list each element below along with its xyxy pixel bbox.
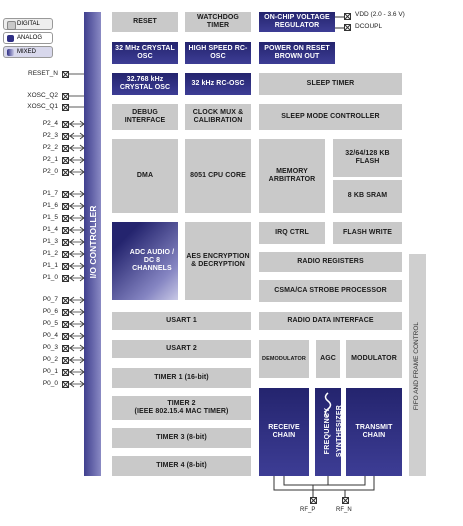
sram-block: 8 KB SRAM [333, 180, 402, 213]
pin-wire [69, 239, 84, 245]
pin-wire [69, 309, 84, 315]
pin-wire [69, 251, 84, 257]
pin-label-p0_4: P0_4 [42, 332, 58, 339]
memory-arbitrator-block: MEMORY ARBITRATOR [259, 139, 325, 213]
cpu-core-block: 8051 CPU CORE [185, 139, 251, 213]
pin-wire [69, 345, 84, 351]
pin-wire [69, 215, 84, 221]
pin-label-xosc_q1: XOSC_Q1 [27, 103, 58, 110]
pin-wire [69, 275, 84, 281]
pin-wire [69, 227, 84, 233]
timer1-block: TIMER 1 (16-bit) [112, 368, 251, 388]
timer4-block: TIMER 4 (8-bit) [112, 456, 251, 476]
pin-label-p1_2: P1_2 [42, 250, 58, 257]
rf-n-pin-label: RF_N [336, 507, 352, 513]
vdd-pin-label: VDD (2.0 - 3.6 V) [355, 11, 405, 18]
fifo-frame-control-label: FIFO AND FRAME CONTROL [413, 321, 420, 411]
pin-wire [69, 369, 84, 375]
pin-label-p0_6: P0_6 [42, 308, 58, 315]
clock-mux-block: CLOCK MUX & CALIBRATION [185, 104, 251, 130]
flash-write-block: FLASH WRITE [333, 222, 402, 244]
legend-analog-label: ANALOG [17, 35, 43, 41]
pin-wire [69, 357, 84, 363]
watchdog-timer-block: WATCHDOG TIMER [185, 12, 251, 32]
pin-label-p2_0: P2_0 [42, 168, 58, 175]
pin-label-p0_0: P0_0 [42, 380, 58, 387]
pin-label-p1_6: P1_6 [42, 202, 58, 209]
pin-label-xosc_q2: XOSC_Q2 [27, 92, 58, 99]
transmit-chain-block: TRANSMIT CHAIN [346, 388, 402, 476]
io-controller-label: I/O CONTROLLER [88, 205, 98, 279]
pin-wire [69, 169, 84, 175]
pin-label-p1_7: P1_7 [42, 190, 58, 197]
pin-wire [69, 381, 84, 387]
usart2-block: USART 2 [112, 340, 251, 358]
pin-label-p2_2: P2_2 [42, 144, 58, 151]
adc-block: ADC AUDIO / DC 8 CHANNELS [112, 222, 178, 300]
pin-label-p2_4: P2_4 [42, 120, 58, 127]
pin-wire [69, 157, 84, 163]
pin-label-p0_3: P0_3 [42, 344, 58, 351]
crystal-osc-32mhz-block: 32 MHz CRYSTAL OSC [112, 42, 178, 64]
pin-label-p0_5: P0_5 [42, 320, 58, 327]
pin-label-reset_n: RESET_N [28, 70, 58, 77]
dcoupl-pin-label: DCOUPL [355, 23, 383, 30]
pin-label-p2_1: P2_1 [42, 156, 58, 163]
agc-block: AGC [316, 340, 340, 378]
pin-wire [69, 133, 84, 139]
pin-wire [69, 121, 84, 127]
sleep-timer-block: SLEEP TIMER [259, 73, 402, 95]
receive-chain-block: RECEIVE CHAIN [259, 388, 309, 476]
pin-label-p0_1: P0_1 [42, 368, 58, 375]
demodulator-block: DEMODULATOR [259, 340, 309, 378]
pin-wire [69, 297, 84, 303]
high-speed-rc-osc-block: HIGH SPEED RC-OSC [185, 42, 251, 64]
radio-registers-block: RADIO REGISTERS [259, 252, 402, 272]
crystal-osc-32khz-block: 32.768 kHz CRYSTAL OSC [112, 73, 178, 95]
debug-interface-block: DEBUG INTERFACE [112, 104, 178, 130]
timer3-block: TIMER 3 (8-bit) [112, 428, 251, 448]
legend-mixed-label: MIXED [17, 49, 37, 55]
reset-block: RESET [112, 12, 178, 32]
pin-label-p2_3: P2_3 [42, 132, 58, 139]
pin-label-p1_5: P1_5 [42, 214, 58, 221]
pin-label-p0_2: P0_2 [42, 356, 58, 363]
power-on-reset-block: POWER ON RESET BROWN OUT [259, 42, 335, 64]
sleep-mode-controller-block: SLEEP MODE CONTROLLER [259, 104, 402, 130]
radio-data-interface-block: RADIO DATA INTERFACE [259, 312, 402, 330]
pin-wire [69, 191, 84, 197]
pin-wire [69, 263, 84, 269]
dma-block: DMA [112, 139, 178, 213]
pin-wire [69, 145, 84, 151]
aes-block: AES ENCRYPTION & DECRYPTION [185, 222, 251, 300]
rc-osc-32khz-block: 32 kHz RC-OSC [185, 73, 251, 95]
pin-label-p1_1: P1_1 [42, 262, 58, 269]
pin-label-p0_7: P0_7 [42, 296, 58, 303]
frequency-synthesizer-label: FREQUENCY SYNTHESIZER [324, 404, 343, 458]
pin-label-p1_0: P1_0 [42, 274, 58, 281]
rf-p-pin-label: RF_P [300, 507, 316, 513]
legend-digital-label: DIGITAL [17, 21, 40, 27]
usart1-block: USART 1 [112, 312, 251, 330]
pin-wire [69, 203, 84, 209]
voltage-regulator-block: ON-CHIP VOLTAGE REGULATOR [259, 12, 335, 32]
pin-label-p1_3: P1_3 [42, 238, 58, 245]
pin-wire [69, 321, 84, 327]
timer2-subtitle: (IEEE 802.15.4 MAC TIMER) [134, 408, 229, 415]
flash-block: 32/64/128 KB FLASH [333, 139, 402, 177]
timer2-title: TIMER 2 [167, 399, 196, 407]
pin-wire [69, 333, 84, 339]
modulator-block: MODULATOR [346, 340, 402, 378]
irq-ctrl-block: IRQ CTRL [259, 222, 325, 244]
pin-label-p1_4: P1_4 [42, 226, 58, 233]
csma-ca-block: CSMA/CA STROBE PROCESSOR [259, 280, 402, 302]
